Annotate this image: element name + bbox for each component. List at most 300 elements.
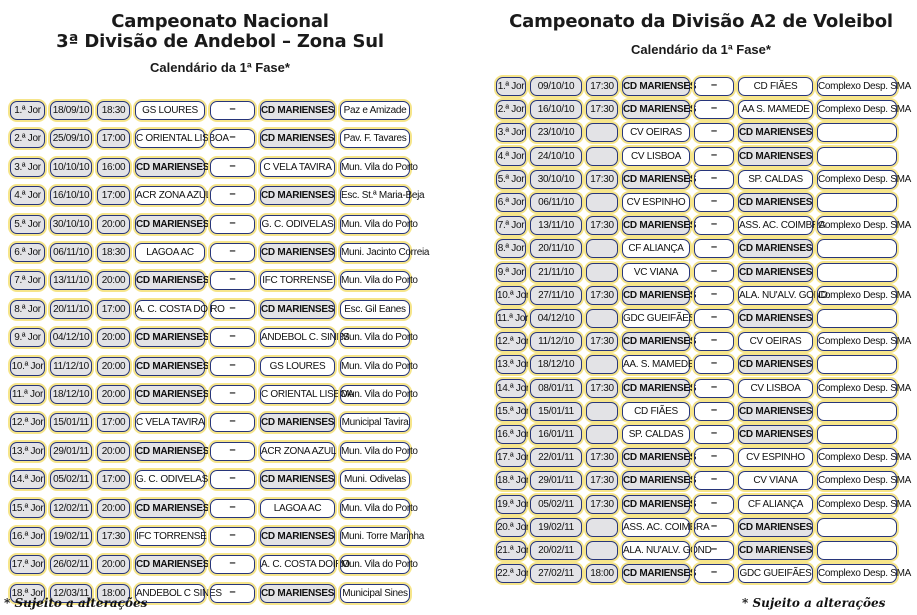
venue-cell: Mun. Vila do Porto [340,442,410,461]
home-team-cell: CV LISBOA [622,147,690,166]
round-cell: 15.ª Jor [496,402,526,421]
time-cell [586,239,618,258]
venue-cell [817,263,897,282]
venue-cell [817,147,897,166]
venue-cell: Complexo Desp. SMA [817,100,897,119]
home-team-cell: CV OEIRAS [622,123,690,142]
home-team-cell: CD MARIENSES [622,100,690,119]
separator-cell: – [694,100,734,119]
home-team-cell: A. C. COSTA DOIRO [135,300,205,319]
time-cell: 20:00 [97,442,130,461]
home-team-cell: CD MARIENSES [622,495,690,514]
round-cell: 3.ª Jor [10,158,45,177]
fixture-row [10,300,415,319]
volleyball-title: Campeonato da Divisão A2 de Voleibol [509,11,893,32]
away-team-cell: CD MARIENSES [738,263,813,282]
time-cell [586,402,618,421]
fixture-row [10,357,418,376]
date-cell: 12/02/11 [50,499,92,518]
venue-cell: Complexo Desp. SMA [817,332,897,351]
fixture-row [10,499,418,518]
round-cell: 22.ª Jor [496,564,526,583]
venue-cell [817,123,897,142]
home-team-cell: ALA. NU'ALV. GOND [622,541,690,560]
home-team-cell: CD FIÃES [622,402,690,421]
fixture-row [10,158,418,177]
separator-cell: – [210,101,255,120]
round-cell: 7.ª Jor [496,216,526,235]
round-cell: 11.ª Jor [10,385,45,404]
time-cell: 17:30 [586,448,618,467]
fixture-row [496,541,901,560]
time-cell [586,541,618,560]
fixture-row [496,100,911,119]
venue-cell: Complexo Desp. SMA [817,170,897,189]
separator-cell: – [694,541,734,560]
away-team-cell: CF ALIANÇA [738,495,813,514]
fixture-row [496,332,911,351]
time-cell [586,355,618,374]
date-cell: 11/12/10 [50,357,92,376]
separator-cell: – [694,564,734,583]
fixture-row [496,77,911,96]
date-cell: 18/09/10 [50,101,92,120]
home-team-cell: SP. CALDAS [622,425,690,444]
away-team-cell: A. C. COSTA DOIRO [260,555,335,574]
date-cell: 24/10/10 [530,147,582,166]
date-cell: 15/01/11 [530,402,582,421]
time-cell: 20:00 [97,328,130,347]
away-team-cell: LAGOA AC [260,499,335,518]
separator-cell: – [210,300,255,319]
time-cell: 20:00 [97,385,130,404]
fixture-row [496,216,911,235]
separator-cell: – [210,129,255,148]
away-team-cell: CD MARIENSES [260,243,335,262]
home-team-cell: C ORIENTAL LISBOA [135,129,205,148]
date-cell: 04/12/10 [530,309,582,328]
date-cell: 30/10/10 [530,170,582,189]
handball-title-line2: 3ª Divisão de Andebol – Zona Sul [56,31,384,52]
separator-cell: – [210,357,255,376]
round-cell: 17.ª Jor [496,448,526,467]
handball-calendar-panel [0,0,440,599]
home-team-cell: CD MARIENSES [135,357,205,376]
away-team-cell: ALA. NU'ALV. GOND. [738,286,813,305]
home-team-cell: VC VIANA [622,263,690,282]
venue-cell: Mun. Vila do Porto [340,385,410,404]
volleyball-footnote: * Sujeito a alterações [742,596,886,610]
away-team-cell: CV ESPINHO [738,448,813,467]
away-team-cell: GS LOURES [260,357,335,376]
separator-cell: – [210,271,255,290]
fixture-row [10,271,418,290]
round-cell: 18.ª Jor [10,584,45,603]
away-team-cell: CD MARIENSES [738,425,813,444]
separator-cell: – [694,239,734,258]
home-team-cell: CD MARIENSES [622,170,690,189]
venue-cell [817,425,897,444]
time-cell: 17:30 [586,495,618,514]
separator-cell: – [694,286,734,305]
round-cell: 13.ª Jor [496,355,526,374]
separator-cell: – [694,495,734,514]
separator-cell: – [210,158,255,177]
separator-cell: – [210,328,255,347]
fixture-row [10,129,415,148]
time-cell: 17:30 [586,100,618,119]
fixture-row [10,442,418,461]
home-team-cell: CD MARIENSES [135,215,205,234]
home-team-cell: CV ESPINHO [622,193,690,212]
time-cell: 17:30 [586,379,618,398]
home-team-cell: CD MARIENSES [135,271,205,290]
date-cell: 13/11/10 [530,216,582,235]
time-cell: 20:00 [97,499,130,518]
separator-cell: – [694,170,734,189]
fixture-row [496,402,901,421]
fixture-row [10,413,415,432]
date-cell: 15/01/11 [50,413,92,432]
date-cell: 12/03/11 [50,584,92,603]
away-team-cell: CD MARIENSES [260,186,335,205]
separator-cell: – [694,355,734,374]
separator-cell: – [694,216,734,235]
venue-cell: Muni. Torre Marinha [340,527,410,546]
home-team-cell: GDC GUEIFÃES [622,309,690,328]
fixture-row [496,471,911,490]
home-team-cell: CD MARIENSES [622,471,690,490]
round-cell: 5.ª Jor [10,215,45,234]
away-team-cell: ASS. AC. COIMBRA [738,216,813,235]
home-team-cell: CD MARIENSES [622,216,690,235]
date-cell: 21/11/10 [530,263,582,282]
time-cell [586,425,618,444]
venue-cell: Mun. Vila do Porto [340,215,410,234]
date-cell: 16/01/11 [530,425,582,444]
date-cell: 18/12/10 [50,385,92,404]
volleyball-calendar-panel [485,0,917,580]
venue-cell: Complexo Desp. SMA [817,448,897,467]
round-cell: 19.ª Jor [496,495,526,514]
venue-cell: Paz e Amizade [340,101,410,120]
fixture-row [10,555,418,574]
date-cell: 05/02/11 [50,470,92,489]
venue-cell: Esc. Gil Eanes [340,300,410,319]
time-cell: 16:00 [97,158,130,177]
date-cell: 29/01/11 [530,471,582,490]
fixture-row [496,147,901,166]
round-cell: 1.ª Jor [496,77,526,96]
separator-cell: – [694,379,734,398]
fixture-row [496,170,911,189]
away-team-cell: ACR ZONA AZUL [260,442,335,461]
fixture-row [10,328,418,347]
date-cell: 27/11/10 [530,286,582,305]
handball-footnote: * Sujeito a alterações [4,596,148,610]
time-cell: 18:30 [97,243,130,262]
time-cell: 20:00 [97,555,130,574]
away-team-cell: CD MARIENSES [260,101,335,120]
fixture-row [496,355,901,374]
round-cell: 21.ª Jor [496,541,526,560]
separator-cell: – [694,518,734,537]
date-cell: 29/01/11 [50,442,92,461]
separator-cell: – [694,448,734,467]
separator-cell: – [694,332,734,351]
time-cell: 18:00 [97,584,130,603]
venue-cell [817,309,897,328]
away-team-cell: CD MARIENSES [260,413,335,432]
round-cell: 13.ª Jor [10,442,45,461]
date-cell: 19/02/11 [50,527,92,546]
fixture-row [496,425,901,444]
separator-cell: – [694,77,734,96]
separator-cell: – [210,470,255,489]
away-team-cell: CD MARIENSES [260,129,335,148]
home-team-cell: CD MARIENSES [135,385,205,404]
time-cell: 17:00 [97,470,130,489]
home-team-cell: AA. S. MAMEDE [622,355,690,374]
away-team-cell: CD MARIENSES [738,541,813,560]
round-cell: 9.ª Jor [10,328,45,347]
home-team-cell: CD MARIENSES [622,564,690,583]
round-cell: 6.ª Jor [496,193,526,212]
venue-cell: Complexo Desp. SMA [817,286,897,305]
away-team-cell: G. C. ODIVELAS [260,215,335,234]
away-team-cell: CD MARIENSES [738,518,813,537]
time-cell: 18:00 [586,564,618,583]
venue-cell [817,518,897,537]
round-cell: 12.ª Jor [496,332,526,351]
home-team-cell: CD MARIENSES [622,77,690,96]
home-team-cell: CD MARIENSES [135,328,205,347]
time-cell: 17:00 [97,186,130,205]
fixture-row [496,379,911,398]
home-team-cell: CD MARIENSES [135,499,205,518]
round-cell: 17.ª Jor [10,555,45,574]
date-cell: 16/10/10 [530,100,582,119]
date-cell: 06/11/10 [50,243,92,262]
round-cell: 3.ª Jor [496,123,526,142]
away-team-cell: CD MARIENSES [738,147,813,166]
separator-cell: – [210,584,255,603]
date-cell: 11/12/10 [530,332,582,351]
fixture-row [10,243,430,262]
venue-cell [817,541,897,560]
date-cell: 20/11/10 [530,239,582,258]
separator-cell: – [210,243,255,262]
venue-cell: Municipal Sines [340,584,410,603]
separator-cell: – [210,186,255,205]
away-team-cell: CD MARIENSES [738,402,813,421]
date-cell: 23/10/10 [530,123,582,142]
date-cell: 06/11/10 [530,193,582,212]
time-cell: 17:30 [586,332,618,351]
fixture-row [496,309,901,328]
date-cell: 20/02/11 [530,541,582,560]
time-cell: 17:00 [97,300,130,319]
fixture-row [10,186,425,205]
venue-cell: Pav. F. Tavares [340,129,410,148]
round-cell: 11.ª Jor [496,309,526,328]
date-cell: 27/02/11 [530,564,582,583]
fixture-row [10,527,425,546]
round-cell: 9.ª Jor [496,263,526,282]
away-team-cell: CD MARIENSES [260,300,335,319]
venue-cell: Complexo Desp. SMA [817,216,897,235]
time-cell: 17:30 [586,286,618,305]
venue-cell: Muni. Jacinto Correia [340,243,410,262]
round-cell: 20.ª Jor [496,518,526,537]
round-cell: 1.ª Jor [10,101,45,120]
venue-cell: Complexo Desp. SMA [817,471,897,490]
separator-cell: – [210,442,255,461]
round-cell: 5.ª Jor [496,170,526,189]
round-cell: 7.ª Jor [10,271,45,290]
home-team-cell: GS LOURES [135,101,205,120]
separator-cell: – [694,147,734,166]
round-cell: 14.ª Jor [10,470,45,489]
venue-cell: Mun. Vila do Porto [340,328,410,347]
away-team-cell: CD FIÃES [738,77,813,96]
round-cell: 4.ª Jor [496,147,526,166]
away-team-cell: CV LISBOA [738,379,813,398]
date-cell: 13/11/10 [50,271,92,290]
time-cell: 20:00 [97,215,130,234]
time-cell [586,123,618,142]
home-team-cell: CF ALIANÇA [622,239,690,258]
time-cell [586,263,618,282]
venue-cell: Mun. Vila do Porto [340,357,410,376]
away-team-cell: CD MARIENSES [738,239,813,258]
venue-cell [817,402,897,421]
separator-cell: – [210,413,255,432]
separator-cell: – [694,263,734,282]
separator-cell: – [694,309,734,328]
home-team-cell: CD MARIENSES [622,379,690,398]
time-cell [586,147,618,166]
round-cell: 15.ª Jor [10,499,45,518]
time-cell: 17:30 [97,527,130,546]
time-cell: 20:00 [97,271,130,290]
round-cell: 16.ª Jor [10,527,45,546]
date-cell: 30/10/10 [50,215,92,234]
away-team-cell: SP. CALDAS [738,170,813,189]
time-cell: 17:30 [586,77,618,96]
separator-cell: – [210,527,255,546]
home-team-cell: CD MARIENSES [622,286,690,305]
home-team-cell: ACR ZONA AZUL [135,186,205,205]
away-team-cell: AA S. MAMEDE [738,100,813,119]
separator-cell: – [694,471,734,490]
time-cell: 17:30 [586,216,618,235]
round-cell: 8.ª Jor [10,300,45,319]
volleyball-subtitle: Calendário da 1ª Fase* [631,42,771,57]
time-cell: 17:30 [586,170,618,189]
fixture-row [10,101,415,120]
away-team-cell: CD MARIENSES [260,584,335,603]
round-cell: 16.ª Jor [496,425,526,444]
round-cell: 6.ª Jor [10,243,45,262]
venue-cell: Complexo Desp. SMA [817,495,897,514]
round-cell: 2.ª Jor [496,100,526,119]
fixture-row [496,518,901,537]
venue-cell: Mun. Vila do Porto [340,499,410,518]
venue-cell [817,355,897,374]
handball-subtitle: Calendário da 1ª Fase* [150,60,290,75]
time-cell [586,309,618,328]
fixture-row [496,123,901,142]
fixture-row [496,448,911,467]
separator-cell: – [694,425,734,444]
home-team-cell: CD MARIENSES [135,158,205,177]
away-team-cell: CD MARIENSES [260,527,335,546]
home-team-cell: C VELA TAVIRA [135,413,205,432]
venue-cell: Complexo Desp. SMA [817,564,897,583]
round-cell: 2.ª Jor [10,129,45,148]
venue-cell [817,239,897,258]
venue-cell: Mun. Vila do Porto [340,555,410,574]
date-cell: 18/12/10 [530,355,582,374]
venue-cell: Esc. St.ª Maria-Beja [340,186,410,205]
handball-title-line1: Campeonato Nacional [111,11,329,32]
away-team-cell: CD MARIENSES [738,193,813,212]
date-cell: 26/02/11 [50,555,92,574]
venue-cell: Municipal Tavira [340,413,410,432]
fixture-row [10,215,418,234]
away-team-cell: C VELA TAVIRA [260,158,335,177]
home-team-cell: CD MARIENSES [135,555,205,574]
away-team-cell: CD MARIENSES [738,309,813,328]
round-cell: 8.ª Jor [496,239,526,258]
round-cell: 10.ª Jor [496,286,526,305]
time-cell: 17:00 [97,413,130,432]
home-team-cell: LAGOA AC [135,243,205,262]
fixture-row [496,193,901,212]
away-team-cell: IFC TORRENSE [260,271,335,290]
round-cell: 12.ª Jor [10,413,45,432]
venue-cell: Muni. Odivelas [340,470,410,489]
home-team-cell: IFC TORRENSE [135,527,205,546]
date-cell: 20/11/10 [50,300,92,319]
time-cell: 18:30 [97,101,130,120]
home-team-cell: CD MARIENSES [622,332,690,351]
fixture-row [496,286,911,305]
venue-cell [817,193,897,212]
home-team-cell: CD MARIENSES [622,448,690,467]
fixture-row [496,239,901,258]
date-cell: 25/09/10 [50,129,92,148]
venue-cell: Complexo Desp. SMA [817,379,897,398]
time-cell: 17:00 [97,129,130,148]
away-team-cell: ANDEBOL C. SINES [260,328,335,347]
date-cell: 22/01/11 [530,448,582,467]
fixture-row [496,263,901,282]
venue-cell: Mun. Vila do Porto [340,271,410,290]
separator-cell: – [210,499,255,518]
fixture-row [10,385,418,404]
away-team-cell: GDC GUEIFÃES [738,564,813,583]
away-team-cell: CD MARIENSES [260,470,335,489]
separator-cell: – [694,123,734,142]
date-cell: 16/10/10 [50,186,92,205]
away-team-cell: CV OEIRAS [738,332,813,351]
away-team-cell: CD MARIENSES [738,355,813,374]
venue-cell: Complexo Desp. SMA [817,77,897,96]
date-cell: 04/12/10 [50,328,92,347]
date-cell: 10/10/10 [50,158,92,177]
